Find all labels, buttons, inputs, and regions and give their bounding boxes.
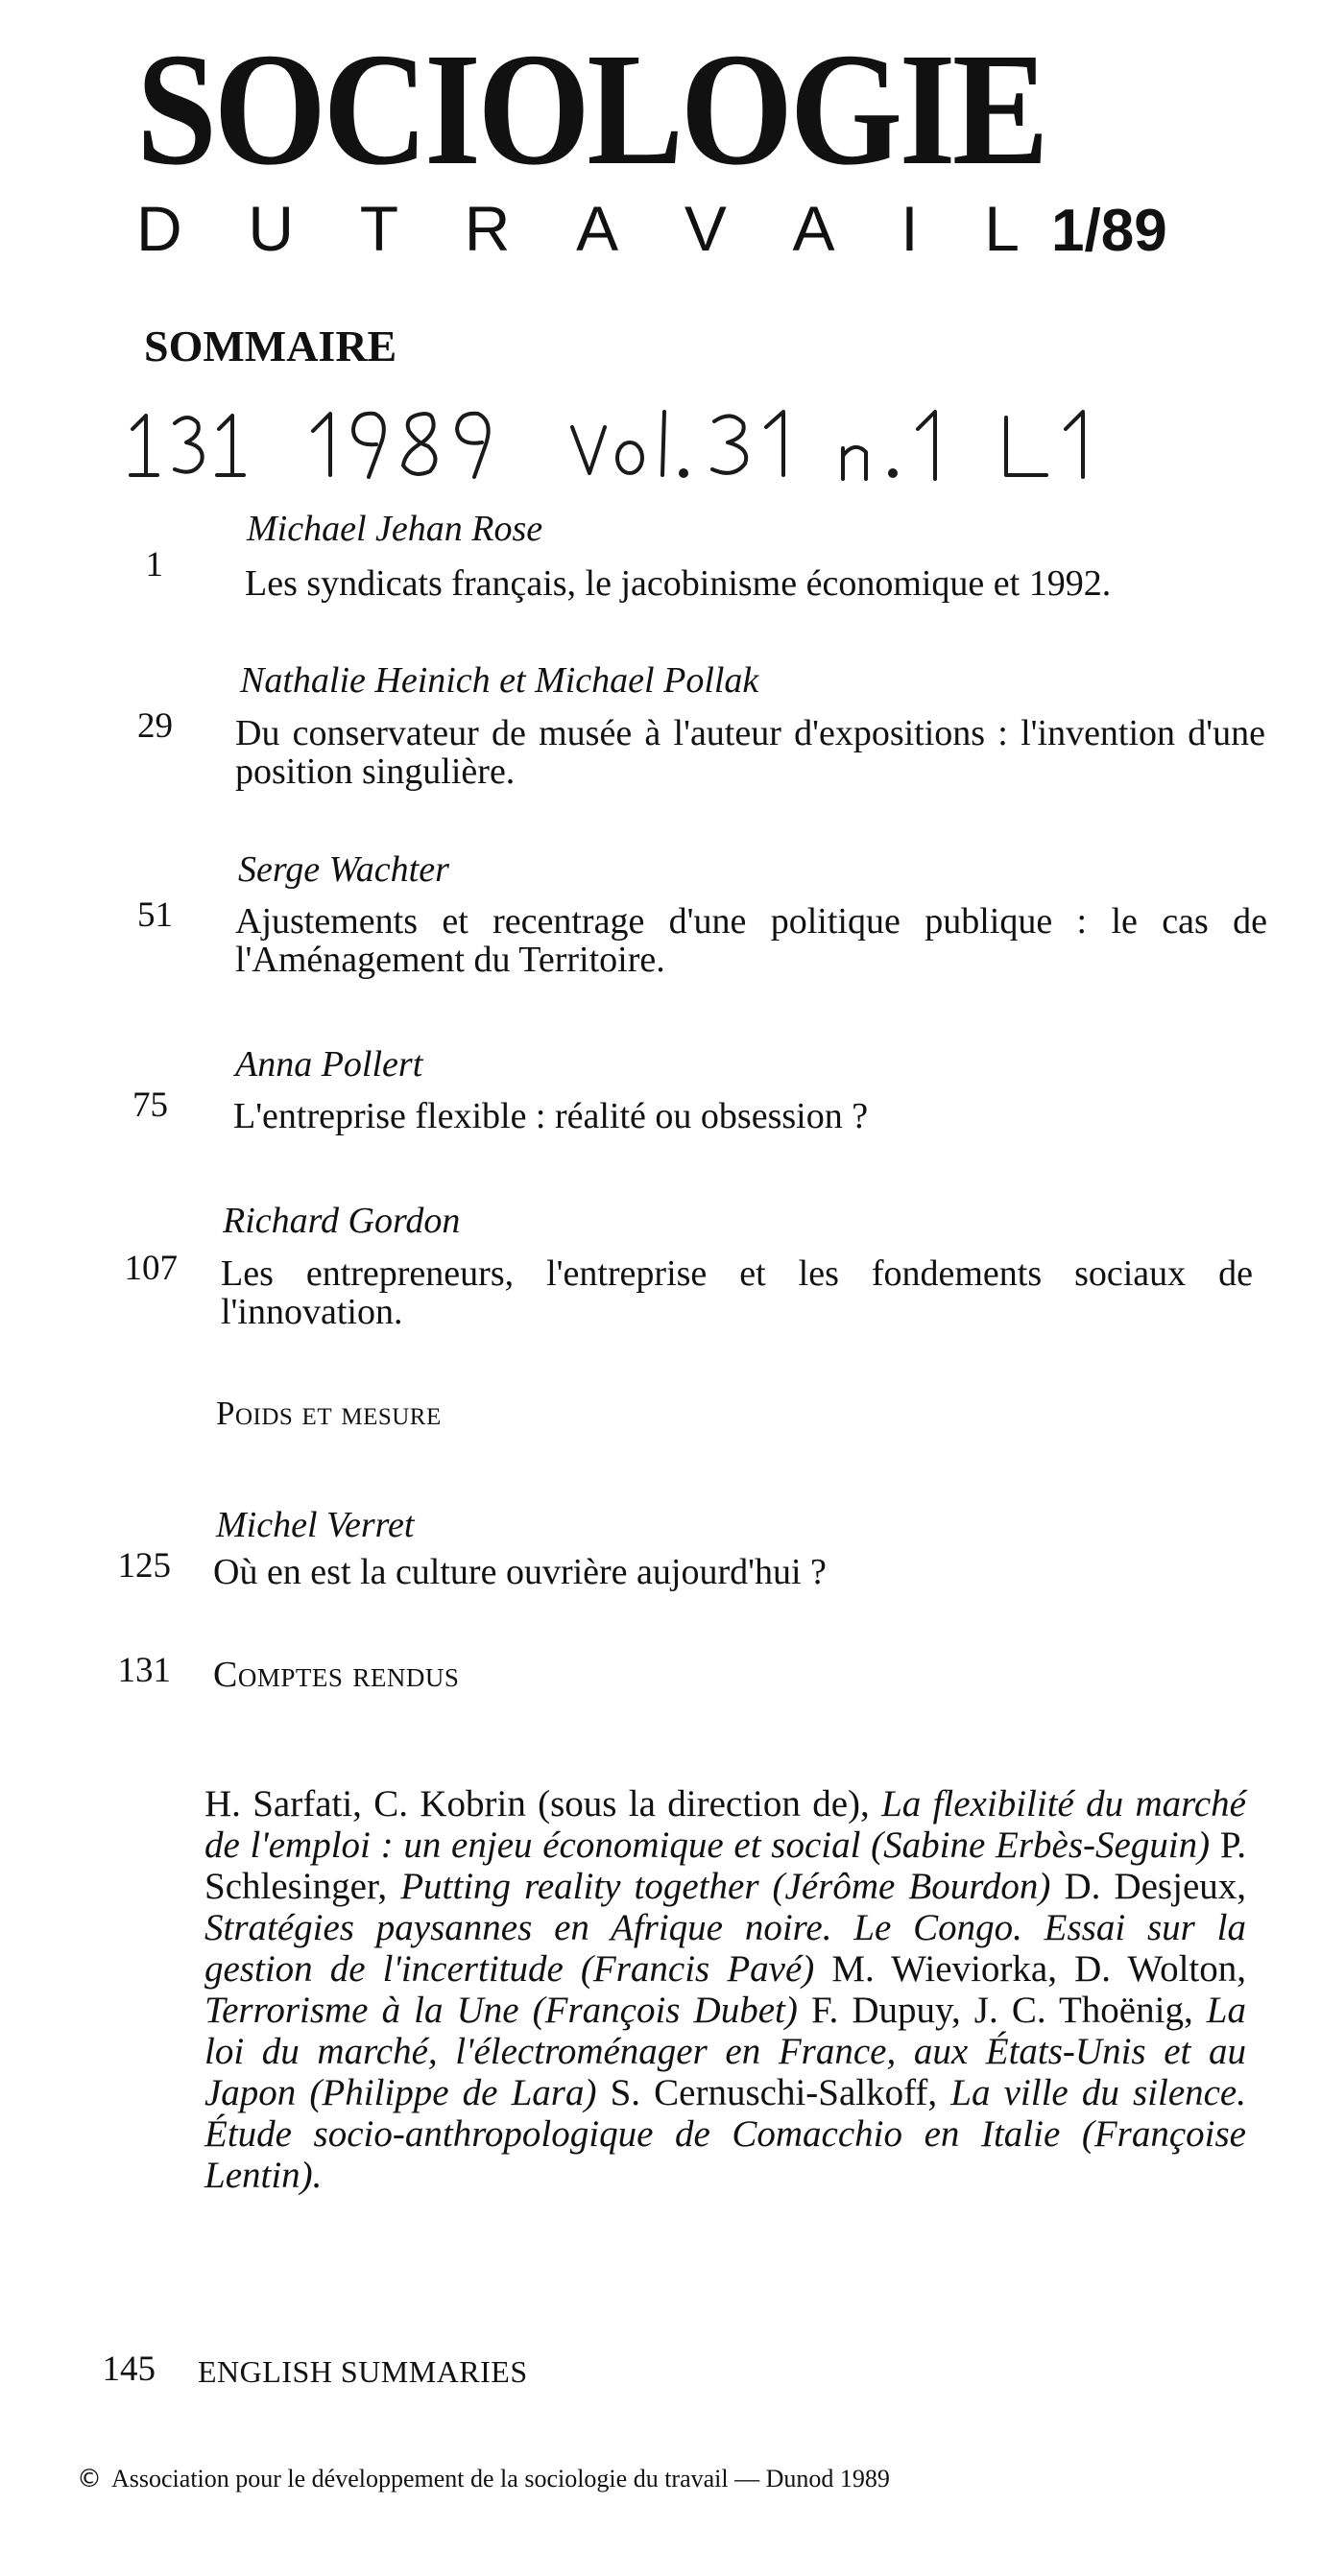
review-authors: F. Dupuy, J. C. Thoënig, xyxy=(810,1990,1207,2031)
review-work: La loi du marché, l'électroménager en France, aux États-Unis et au Japon (Philippe de Lara) xyxy=(204,1990,1246,2113)
review-work: Terrorisme à la Une (François Dubet) xyxy=(204,1990,811,2031)
review-authors: P. Schlesinger, xyxy=(204,1825,1246,1907)
review-work: Putting reality together (Jérôme Bourdon) xyxy=(400,1866,1065,1907)
entry-author: Michael Jehan Rose xyxy=(247,509,543,549)
entry-page-number: 29 xyxy=(137,706,173,746)
copyright-text: Association pour le développement de la sociologie du travail — Dunod 1989 xyxy=(111,2465,890,2493)
entry-page-number: 125 xyxy=(117,1546,171,1586)
subtitle-letter: U xyxy=(248,193,295,264)
journal-subtitle xyxy=(136,193,1020,264)
review-authors: M. Wieviorka, D. Wolton, xyxy=(831,1948,1246,1990)
section-english-summaries: ENGLISH SUMMARIES xyxy=(198,2354,528,2389)
entry-title: Les syndicats français, le jacobinisme économique et 1992. xyxy=(245,563,1112,604)
entry-author: Nathalie Heinich et Michael Pollak xyxy=(240,660,759,701)
entry-page-number: 107 xyxy=(124,1249,178,1288)
entry-title: Où en est la culture ouvrière aujourd'hui ? xyxy=(213,1552,827,1592)
subtitle-letter: V xyxy=(684,193,727,264)
subtitle-letter: A xyxy=(576,193,619,264)
section-page-number: 131 xyxy=(117,1651,171,1690)
section-poids-et-mesure: Poids et mesure xyxy=(216,1395,442,1432)
review-authors: D. Desjeux, xyxy=(1064,1866,1247,1907)
review-work: La flexibilité du marché de l'emploi : un enjeu économique et social (Sabine Erbès-Seguin) xyxy=(204,1783,1246,1866)
subtitle-letter: L xyxy=(984,193,1020,264)
review-authors: H. Sarfati, C. Kobrin (sous la direction de), xyxy=(204,1783,882,1825)
entry-author: Michel Verret xyxy=(216,1505,415,1545)
subtitle-letter: R xyxy=(464,193,511,264)
entry-author: Richard Gordon xyxy=(223,1201,461,1241)
issue-number: 1/89 xyxy=(1051,198,1167,264)
section-comptes-rendus: Comptes rendus xyxy=(213,1655,460,1695)
subtitle-letter: T xyxy=(359,193,399,264)
subtitle-letter: A xyxy=(792,193,835,264)
review-authors: S. Cernuschi-Salkoff, xyxy=(610,2072,951,2113)
entry-author: Serge Wachter xyxy=(238,849,449,890)
entry-title: Du conservateur de musée à l'auteur d'expositions : l'invention d'une position singulière. xyxy=(235,713,1265,792)
review-work: Stratégies paysannes en Afrique noire. Le Congo. Essai sur la gestion de l'incertitude (Francis Pavé) xyxy=(204,1907,1246,1990)
entry-page-number: 75 xyxy=(132,1085,168,1125)
entry-title: L'entreprise flexible : réalité ou obsession ? xyxy=(233,1096,869,1136)
entry-author: Anna Pollert xyxy=(235,1044,423,1085)
copyright-icon: © xyxy=(77,2465,102,2493)
entry-title: Les entrepreneurs, l'entreprise et les fondements sociaux de l'innovation. xyxy=(221,1253,1253,1332)
entry-page-number: 51 xyxy=(137,895,173,935)
journal-title: SOCIOLOGIE xyxy=(136,20,1046,199)
subtitle-letter: I xyxy=(901,193,919,264)
entry-title: Ajustements et recentrage d'une politique publique : le cas de l'Aménagement du Territoire. xyxy=(235,901,1267,980)
handwritten-note xyxy=(125,398,1181,485)
contents-heading: SOMMAIRE xyxy=(144,322,397,370)
entry-page-number: 1 xyxy=(145,545,163,584)
copyright-footer xyxy=(77,2467,890,2492)
reviews-list xyxy=(204,1783,1246,2196)
subtitle-letter: D xyxy=(136,193,182,264)
review-work: La ville du silence. Étude socio-anthropologique de Comacchio en Italie (Françoise Lentin). xyxy=(204,2072,1246,2196)
section-page-number: 145 xyxy=(102,2349,156,2389)
